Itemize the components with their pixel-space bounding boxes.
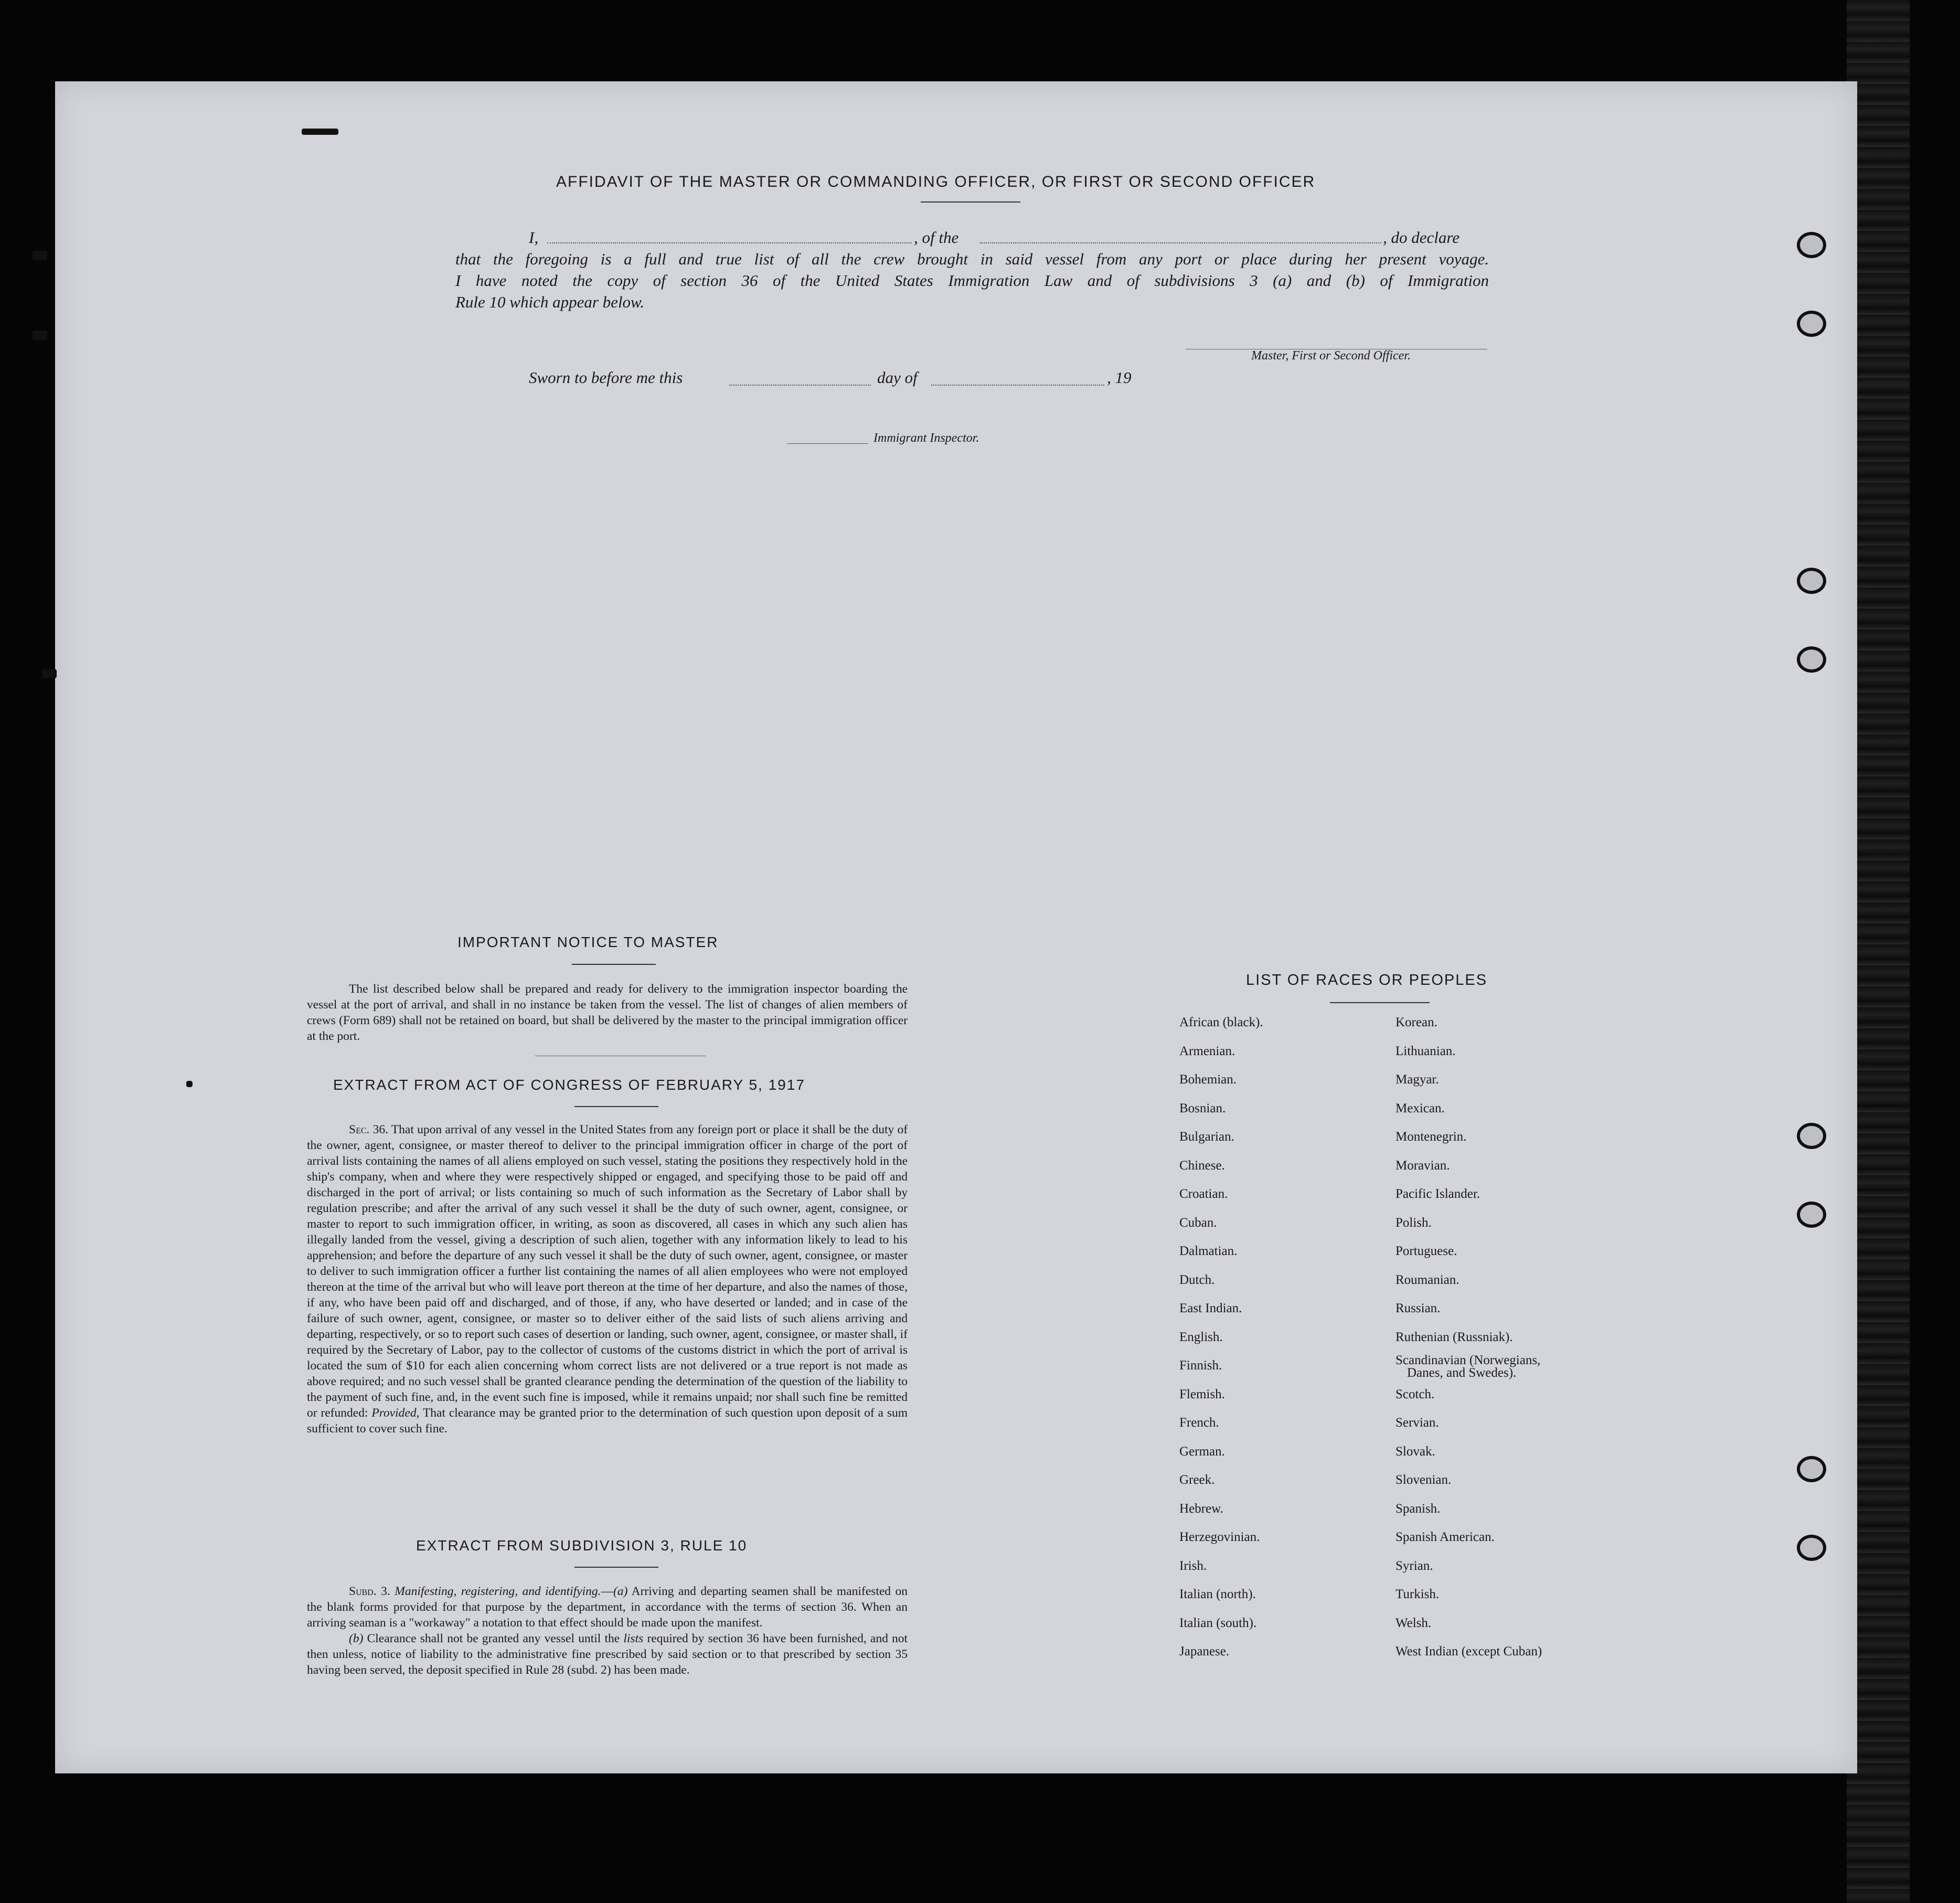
name-blank[interactable]: [547, 242, 912, 243]
race-item: Mexican.: [1396, 1101, 1445, 1115]
race-item: Roumanian.: [1396, 1272, 1460, 1287]
inspector-signature-line[interactable]: [787, 443, 868, 444]
race-item: East Indian.: [1179, 1301, 1242, 1315]
month-blank[interactable]: [931, 385, 1104, 386]
race-item: Greek.: [1179, 1473, 1215, 1487]
race-item: Bosnian.: [1179, 1101, 1226, 1115]
affidavit-line-3: I have noted the copy of section 36 of the United States Immigration Law and of subdivisions 3 (a) and (b) of Immigration: [455, 271, 1489, 290]
race-item: Moravian.: [1396, 1158, 1450, 1173]
race-item: Lithuanian.: [1396, 1044, 1456, 1058]
subd-b-label: (b): [349, 1632, 364, 1645]
race-item: Servian.: [1396, 1416, 1439, 1430]
notice-text: [307, 981, 908, 1044]
race-item: Scandinavian (Norwegians,: [1396, 1353, 1541, 1367]
race-item: Danes, and Swedes).: [1407, 1366, 1517, 1380]
race-item: Korean.: [1396, 1015, 1437, 1029]
race-item: Armenian.: [1179, 1044, 1235, 1058]
binder-hole: [1797, 311, 1826, 337]
race-item: West Indian (except Cuban): [1396, 1644, 1542, 1659]
affidavit-line-4: Rule 10 which appear below.: [455, 293, 645, 311]
master-signature-label: Master, First or Second Officer.: [1251, 349, 1411, 363]
race-item: Scotch.: [1396, 1387, 1435, 1401]
sworn-text: Sworn to before me this: [529, 368, 683, 387]
races-title: LIST OF RACES OR PEOPLES: [1246, 972, 1488, 988]
day-blank[interactable]: [729, 385, 871, 386]
race-item: Herzegovinian.: [1179, 1530, 1260, 1544]
race-item: Hebrew.: [1179, 1501, 1223, 1516]
year-prefix: , 19: [1107, 368, 1132, 387]
race-item: Dutch.: [1179, 1272, 1215, 1287]
rule-extract-rule: [574, 1567, 658, 1568]
title-rule: [921, 201, 1020, 203]
rule-extract-text: [307, 1583, 908, 1678]
vessel-blank[interactable]: [980, 242, 1381, 243]
race-item: Italian (north).: [1179, 1587, 1256, 1601]
race-item: Italian (south).: [1179, 1615, 1257, 1630]
race-item: Slovak.: [1396, 1444, 1435, 1459]
race-item: French.: [1179, 1416, 1219, 1430]
binder-hole: [1797, 1456, 1826, 1482]
notice-rule: [572, 964, 656, 965]
left-binding-mark: [33, 251, 47, 260]
subd-dash: —: [601, 1585, 614, 1598]
race-item: Bohemian.: [1179, 1072, 1237, 1087]
races-left-column: [1179, 1015, 1263, 1673]
affidavit-do-declare: , do declare: [1383, 228, 1460, 247]
races-right-column: [1396, 1015, 1542, 1673]
race-item: Portuguese.: [1396, 1244, 1457, 1258]
race-item: Turkish.: [1396, 1587, 1440, 1601]
left-binding-mark: [42, 669, 57, 678]
affidavit-title: AFFIDAVIT OF THE MASTER OR COMMANDING OFFICER, OR FIRST OR SECOND OFFICER: [556, 173, 1316, 190]
race-item: Dalmatian.: [1179, 1244, 1238, 1258]
sec-36-label: Sec. 36.: [349, 1123, 388, 1136]
rule-extract-title: EXTRACT FROM SUBDIVISION 3, RULE 10: [416, 1537, 748, 1554]
race-item: Russian.: [1396, 1301, 1441, 1315]
top-corner-mark: [302, 129, 338, 135]
document-sheet: [55, 81, 1857, 1773]
day-of-text: day of: [877, 368, 918, 387]
notice-paragraph: The list described below shall be prepared and ready for delivery to the immigration inspector boarding the vessel at the port of arrival, and shall in no instance be taken from the vessel. The list of changes of alien members of crews (Form 689) shall not be retained on board, but shall be delivered by the master to the principal immigration officer at the port.: [307, 982, 908, 1043]
race-item: Cuban.: [1179, 1215, 1217, 1230]
race-item: Flemish.: [1179, 1387, 1225, 1401]
left-binding-mark: [186, 1081, 193, 1087]
sec-36-text: That upon arrival of any vessel in the United States from any foreign port or place it shall be the duty of the owner, agent, consignee, or master thereof to deliver to the principal immigration officer in charge of the port of arrival lists containing the names of all aliens employed on such vessel, stating the positions they respectively hold in the ship's company, when and where they were respectively shipped or engaged, and specifying those to be paid off and discharged in the port of arrival; or lists containing so much of such information as the Secretary of Labor shall by regulation prescribe; and after the arrival of any such vessel it shall be the duty of such owner, agent, consignee, or master to report to such immigration officer, in writing, as soon as discovered, all cases in which any such alien has illegally landed from the vessel, giving a description of such alien, together with any information likely to lead to his apprehension; and before the departure of any such vessel it shall be the duty of such owner, agent, consignee, or master to deliver to such immigration officer a further list containing the names of all alien employees who were not employed thereon at the time of the arrival but who will leave port thereon at the time of her departure, and also the names of those, if any, who have been paid off and discharged, and of those, if any, who have deserted or landed; and in case of the failure of such owner, agent, consignee, or master so to deliver either of the said lists of such aliens arriving and departing, respectively, or so to report such cases of desertion or landing, such owner, agent, consignee, or master shall, if required by the Secretary of Labor, pay to the collector of customs of the customs district in which the port of arrival is located the sum of $10 for each alien concerning whom correct lists are not delivered or a true report is not made as above required; and no such vessel shall be granted clearance pending the determination of the question of the liability to the payment of such fine, and, in the event such fine is imposed, while it remains unpaid; nor shall such fine be remitted or refunded:: [307, 1123, 908, 1420]
race-item: African (black).: [1179, 1015, 1263, 1029]
race-item: Magyar.: [1396, 1072, 1439, 1087]
subd-b-lists: lists: [623, 1632, 644, 1645]
race-item: Finnish.: [1179, 1358, 1222, 1373]
binder-hole: [1797, 1535, 1826, 1561]
race-item: Syrian.: [1396, 1558, 1433, 1573]
binder-hole: [1797, 568, 1826, 594]
subd-a-text: Arriving and departing seamen shall be manifested on the blank forms provided for that purpose by the department, in accordance with the terms of section 36. When an arriving seaman is a "workaway" a notation to that effect should be made upon the manifest.: [307, 1585, 908, 1630]
affidavit-line-2: that the foregoing is a full and true list of all the crew brought in said vessel from any port or place during her present voyage.: [455, 250, 1489, 268]
race-item: Irish.: [1179, 1558, 1207, 1573]
sec-36-text-end: That clearance may be granted prior to the determination of such question upon deposit of a sum sufficient to cover such fine.: [307, 1406, 908, 1436]
race-item-multiline: [1396, 1354, 1542, 1387]
race-item: German.: [1179, 1444, 1225, 1459]
race-item: Ruthenian (Russniak).: [1396, 1330, 1513, 1344]
race-item: Spanish.: [1396, 1501, 1441, 1516]
race-item: Spanish American.: [1396, 1530, 1495, 1544]
subd-label: Subd. 3.: [349, 1585, 390, 1598]
binder-hole: [1797, 1202, 1826, 1228]
act-extract-text: [307, 1122, 908, 1437]
race-item: Bulgarian.: [1179, 1130, 1234, 1144]
affidavit-body: [455, 227, 1489, 313]
proviso-word: Provided,: [371, 1406, 420, 1420]
affidavit-declaration-line: [455, 227, 1489, 248]
left-binding-mark: [33, 331, 47, 340]
binder-hole: [1797, 232, 1826, 258]
race-item: Polish.: [1396, 1215, 1432, 1230]
subd-heading: Manifesting, registering, and identifying.: [395, 1585, 601, 1598]
race-item: Japanese.: [1179, 1644, 1230, 1659]
subd-b-text-1: Clearance shall not be granted any vessel until the: [367, 1632, 620, 1645]
subd-a-label: (a): [613, 1585, 628, 1598]
binder-hole: [1797, 646, 1826, 673]
inspector-label: Immigrant Inspector.: [874, 431, 979, 445]
race-item: Chinese.: [1179, 1158, 1225, 1173]
race-item: Welsh.: [1396, 1615, 1432, 1630]
binder-hole: [1797, 1123, 1826, 1149]
race-item: Croatian.: [1179, 1187, 1228, 1201]
notice-title: IMPORTANT NOTICE TO MASTER: [457, 934, 719, 950]
affidavit-i: I,: [529, 228, 539, 247]
affidavit-of-the: , of the: [914, 228, 959, 247]
act-extract-title: EXTRACT FROM ACT OF CONGRESS OF FEBRUARY 5, 1917: [333, 1077, 805, 1093]
races-rule: [1330, 1002, 1430, 1003]
race-item: Slovenian.: [1396, 1473, 1452, 1487]
subd-b-text-2: required by section 36 have been furnished, and not then unless, notice of liability to the administrative fine prescribed by said section or to that prescribed by section 35 having been served, the deposit specified in Rule 28 (subd. 2) has been made.: [307, 1632, 908, 1677]
race-item: Montenegrin.: [1396, 1130, 1467, 1144]
race-item: English.: [1179, 1330, 1223, 1344]
act-extract-rule: [574, 1106, 658, 1107]
race-item: Pacific Islander.: [1396, 1187, 1480, 1201]
